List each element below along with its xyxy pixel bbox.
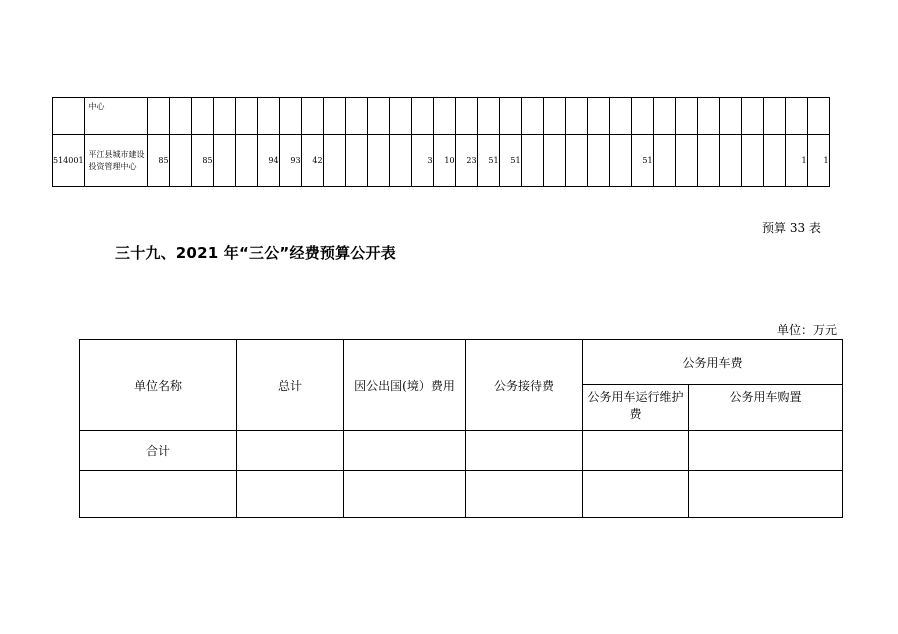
header-unit-name: 单位名称 [80,340,237,431]
header-abroad-expenses: 因公出国(境）费用 [344,340,466,431]
continuation-table [52,97,830,187]
unit-code-cell [53,98,85,135]
header-vehicle-purchase: 公务用车购置 [689,385,843,431]
row-unit-name [80,471,237,518]
value-cell [697,135,719,187]
value-cell: 51 [477,135,499,187]
row-vehicle-operation [583,431,689,471]
value-cell [191,98,213,135]
unit-name-cell: 平江县城市建设投资管理中心 [84,135,147,187]
value-cell [763,135,785,187]
value-cell: 51 [631,135,653,187]
value-cell: 3 [411,135,433,187]
value-cell [367,135,389,187]
table-row [53,135,830,187]
row-total [237,431,344,471]
value-cell [345,135,367,187]
value-cell [411,98,433,135]
value-cell: 42 [301,135,323,187]
value-cell [301,98,323,135]
value-cell [653,135,675,187]
value-cell: 10 [433,135,455,187]
value-cell: 85 [191,135,213,187]
value-cell: 1 [807,135,829,187]
row-reception [466,431,583,471]
value-cell: 1 [785,135,807,187]
row-unit-name: 合计 [80,431,237,471]
value-cell [587,98,609,135]
value-cell [609,98,631,135]
value-cell [257,98,279,135]
value-cell [367,98,389,135]
unit-name-cell: 中心 [84,98,147,135]
value-cell: 85 [147,135,169,187]
value-cell [279,98,301,135]
row-reception [466,471,583,518]
row-vehicle-operation [583,471,689,518]
value-cell [521,98,543,135]
header-vehicle-operation: 公务用车运行维护费 [583,385,689,431]
page-title: 三十九、2021 年“三公”经费预算公开表 [115,244,396,262]
value-cell [675,135,697,187]
table-row [80,471,843,518]
value-cell [323,135,345,187]
value-cell [477,98,499,135]
header-vehicle-expenses: 公务用车费 [583,340,843,385]
value-cell [543,98,565,135]
budget-table-number: 预算 33 表 [762,221,821,235]
value-cell [455,98,477,135]
value-cell [785,98,807,135]
value-cell [719,135,741,187]
row-vehicle-purchase [689,471,843,518]
value-cell: 94 [257,135,279,187]
row-vehicle-purchase [689,431,843,471]
row-abroad [344,431,466,471]
header-row [80,340,843,385]
value-cell [323,98,345,135]
value-cell [147,98,169,135]
table-row [53,98,830,135]
value-cell [565,135,587,187]
header-reception-expenses: 公务接待费 [466,340,583,431]
value-cell [653,98,675,135]
value-cell [213,135,235,187]
value-cell [345,98,367,135]
value-cell [235,135,257,187]
value-cell [741,98,763,135]
value-cell [213,98,235,135]
value-cell [169,135,191,187]
value-cell [697,98,719,135]
value-cell: 51 [499,135,521,187]
value-cell [631,98,653,135]
value-cell [433,98,455,135]
table-row [80,431,843,471]
value-cell [521,135,543,187]
value-cell [741,135,763,187]
value-cell [587,135,609,187]
header-total: 总计 [237,340,344,431]
value-cell: 23 [455,135,477,187]
row-abroad [344,471,466,518]
three-public-expenses-table [79,339,843,518]
value-cell [565,98,587,135]
value-cell [719,98,741,135]
value-cell [763,98,785,135]
value-cell [235,98,257,135]
value-cell [389,98,411,135]
unit-code-cell: 514001 [53,135,85,187]
unit-label: 单位：万元 [777,323,838,337]
value-cell [169,98,191,135]
value-cell [543,135,565,187]
value-cell [389,135,411,187]
value-cell [609,135,631,187]
value-cell: 93 [279,135,301,187]
value-cell [675,98,697,135]
value-cell [807,98,829,135]
row-total [237,471,344,518]
value-cell [499,98,521,135]
